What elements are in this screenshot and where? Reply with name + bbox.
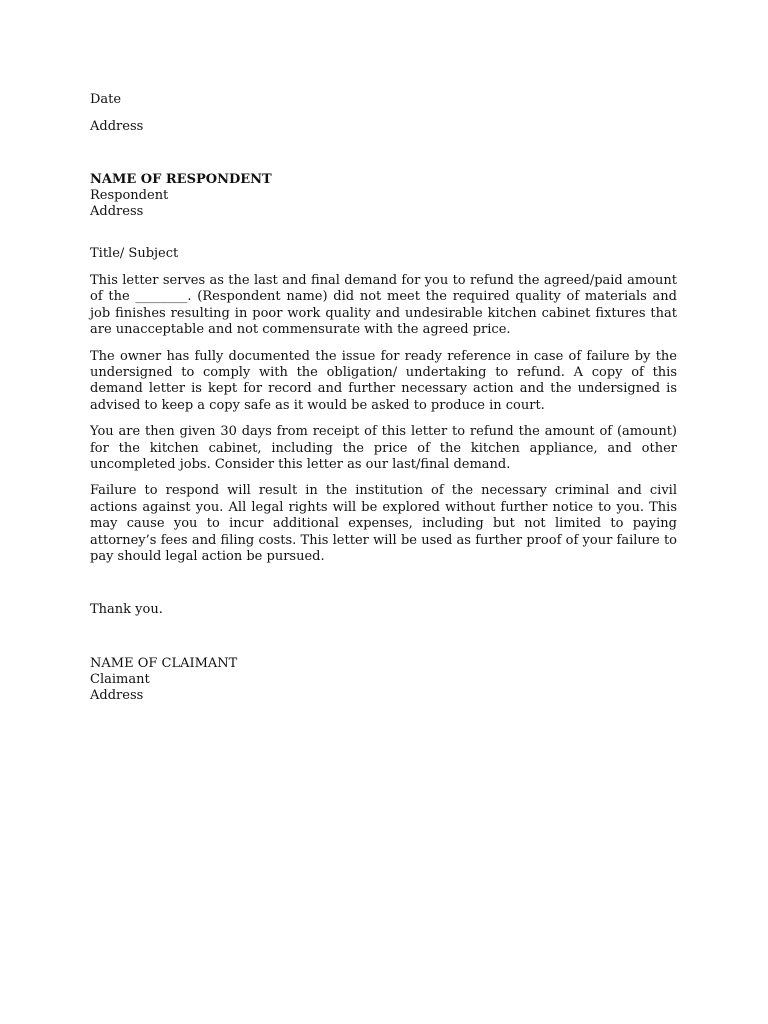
date-line: Date xyxy=(90,92,122,107)
respondent-role: Respondent xyxy=(90,188,169,203)
respondent-block xyxy=(90,172,677,220)
body-paragraph-1: This letter serves as the last and final demand for you to refund the agreed/paid amount of the ________. (Respondent name) did not meet the required quality of materials and job finishes resulting in poor work quality and undesirable kitchen cabinet fixtures that are unacceptable and not commensurate with the agreed price. xyxy=(90,273,677,338)
body-paragraph-4: Failure to respond will result in the institution of the necessary criminal and civil actions against you. All legal rights will be explored without further notice to you. This may cause you to incur additional expenses, including but not limited to paying attorney’s fees and filing costs. This letter will be used as further proof of your failure to pay should legal action be pursued. xyxy=(90,483,677,565)
claimant-address: Address xyxy=(90,687,144,703)
body-paragraph-3: You are then given 30 days from receipt of this letter to refund the amount of (amount) for the kitchen cabinet, including the price of the kitchen appliance, and other uncompleted jobs. Consider this letter as our last/final demand. xyxy=(90,424,677,473)
closing-line: Thank you. xyxy=(90,601,163,617)
letter-page xyxy=(90,92,677,704)
claimant-role: Claimant xyxy=(90,671,150,687)
letter-subject: Title/ Subject xyxy=(90,246,179,261)
claimant-block xyxy=(90,656,677,704)
claimant-name: NAME OF CLAIMANT xyxy=(90,655,238,671)
body-paragraph-2: The owner has fully documented the issue for ready reference in case of failure by the undersigned to comply with the obligation/ undertaking to refund. A copy of this demand letter is kept for record and further necessary action and the undersigned is advised to keep a copy safe as it would be asked to produce in court. xyxy=(90,348,677,413)
sender-address: Address xyxy=(90,119,144,134)
respondent-name: NAME OF RESPONDENT xyxy=(90,172,272,187)
respondent-address: Address xyxy=(90,204,144,219)
